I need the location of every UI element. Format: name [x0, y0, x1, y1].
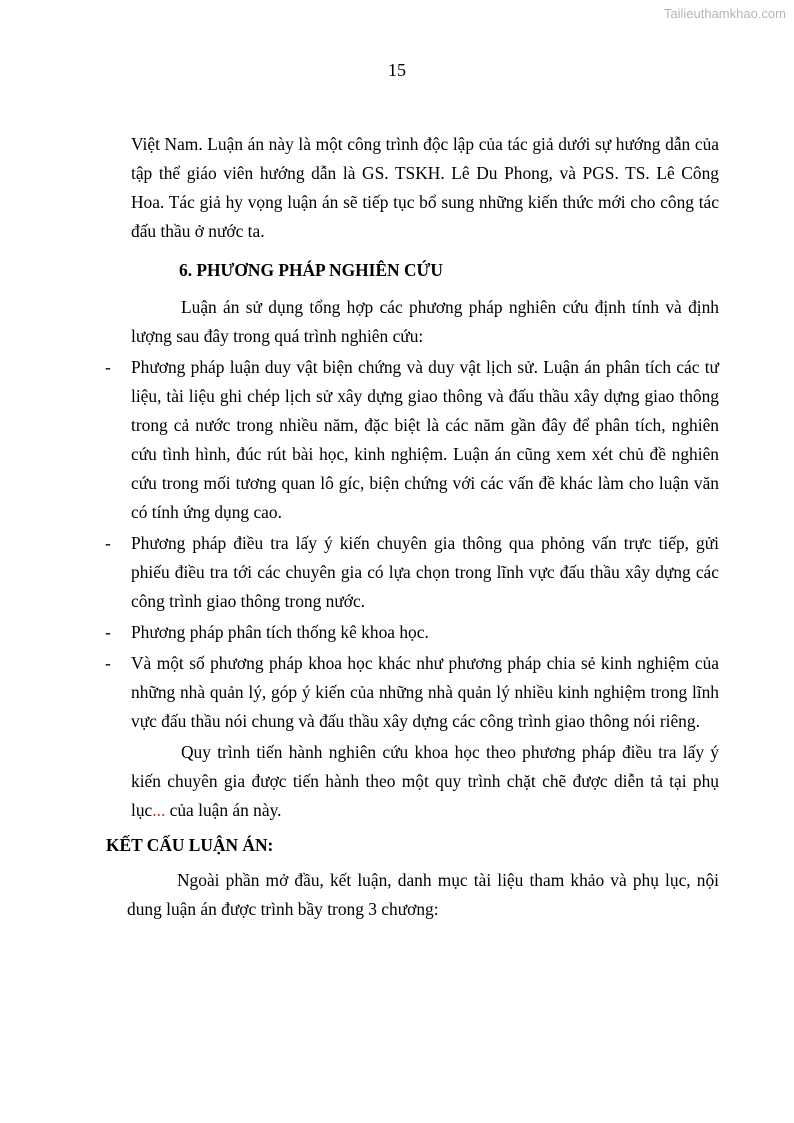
list-item: [105, 618, 719, 647]
list-marker: -: [105, 533, 111, 553]
document-body: [105, 130, 719, 924]
page-number: 15: [388, 60, 406, 80]
watermark: Tailieuthamkhao.com: [663, 6, 786, 21]
list-item: [105, 353, 719, 527]
list-marker: -: [105, 357, 111, 377]
section-heading-methods: 6. PHƯƠNG PHÁP NGHIÊN CỨU: [179, 260, 443, 280]
process-paragraph: [131, 738, 719, 825]
process-text: Quy trình tiến hành nghiên cứu khoa học theo phương pháp điều tra lấy ý kiến chuyên gia được tiến hành theo một quy trình chặt chẽ được diễn tả tại phụ lục: [131, 742, 719, 820]
process-text-end: của luận án này.: [165, 800, 282, 820]
list-item-text: Và một số phương pháp khoa học khác như phương pháp chia sẻ kinh nghiệm của những nhà quản lý, góp ý kiến của những nhà quản lý nhiều kinh nghiệm trong lĩnh vực đấu thầu nói chung và đấu thầu xây dựng các công trình giao thông nói riêng.: [131, 653, 719, 731]
appendix-placeholder: ...: [152, 800, 166, 820]
list-item: [105, 529, 719, 616]
structure-heading: KẾT CẤU LUẬN ÁN:: [106, 835, 274, 855]
list-item-text: Phương pháp luận duy vật biện chứng và duy vật lịch sử. Luận án phân tích các tư liệu, tài liệu ghi chép lịch sử xây dựng giao thông và đấu thầu xây dựng giao thông trong cả nước trong nhiều năm, đặc biệt là các năm gần đây để phân tích, nghiên cứu tình hình, đúc rút bài học, kinh nghiệm. Luận án cũng xem xét chủ đề nghiên cứu trong mối tương quan lô gíc, biện chứng với các vấn đề khác làm cho luận văn có tính ứng dụng cao.: [131, 357, 719, 522]
structure-paragraph: Ngoài phần mở đầu, kết luận, danh mục tài liệu tham khảo và phụ lục, nội dung luận án được trình bầy trong 3 chương:: [127, 870, 719, 919]
methods-lead-paragraph: Luận án sử dụng tổng hợp các phương pháp nghiên cứu định tính và định lượng sau đây trong quá trình nghiên cứu:: [131, 297, 719, 346]
list-marker: -: [105, 622, 111, 642]
list-marker: -: [105, 653, 111, 673]
methods-list: [105, 353, 719, 736]
list-item-text: Phương pháp điều tra lấy ý kiến chuyên gia thông qua phỏng vấn trực tiếp, gửi phiếu điều tra tới các chuyên gia có lựa chọn trong lĩnh vực đấu thầu xây dựng các công trình giao thông trong nước.: [131, 533, 719, 611]
intro-paragraph: Việt Nam. Luận án này là một công trình độc lập của tác giả dưới sự hướng dẫn của tập thể giáo viên hướng dẫn là GS. TSKH. Lê Du Phong, và PGS. TS. Lê Công Hoa. Tác giả hy vọng luận án sẽ tiếp tục bổ sung những kiến thức mới cho công tác đấu thầu ở nước ta.: [131, 134, 719, 241]
list-item-text: Phương pháp phân tích thống kê khoa học.: [131, 622, 429, 642]
list-item: [105, 649, 719, 736]
